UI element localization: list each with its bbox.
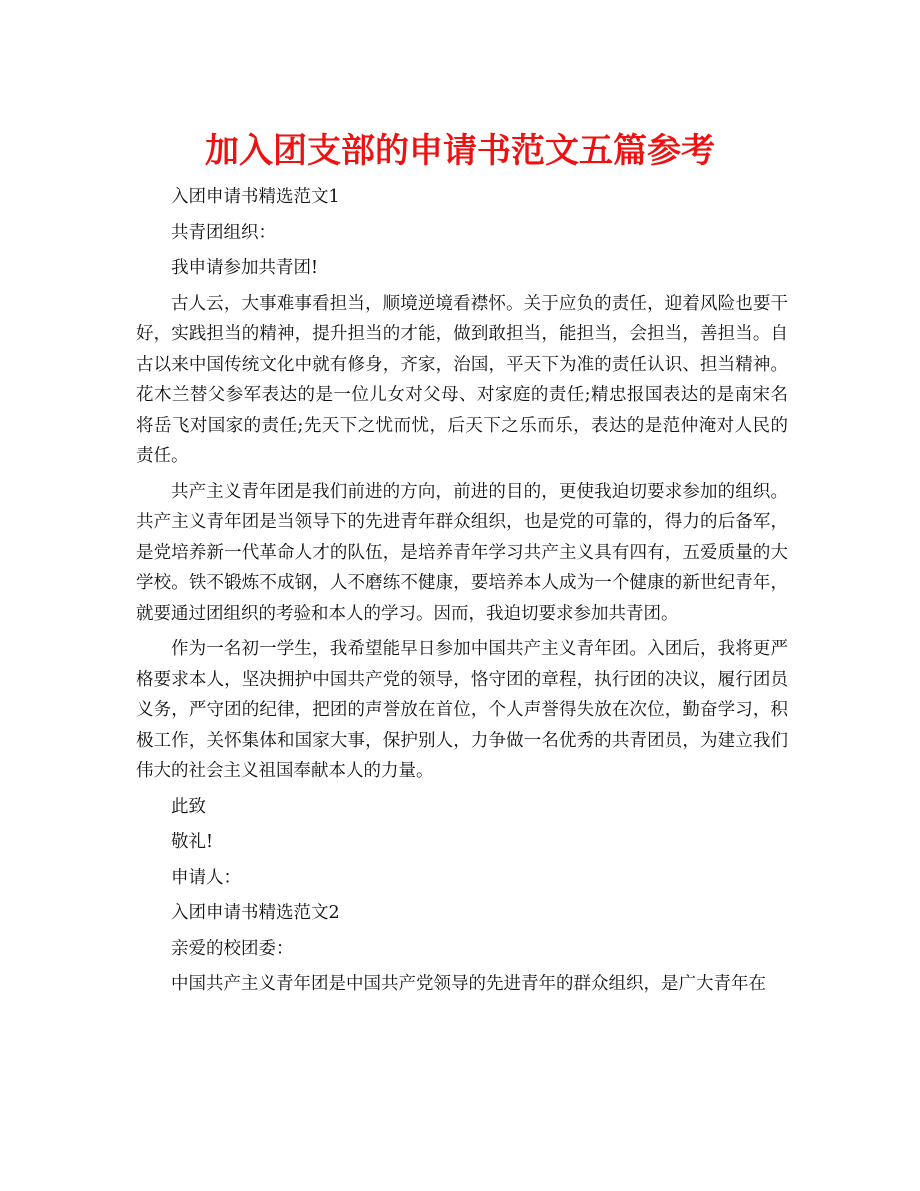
heading-sample-1: 入团申请书精选范文1 — [171, 187, 340, 207]
body-paragraph: 古人云，大事难事看担当，顺境逆境看襟怀。关于应负的责任，迎着风险也要干好，实践担当的精神，提升担当的才能，做到敢担当，能担当，会担当，善担当。自古以来中国传统文化中就有修身，齐家，治国，平天下为准的责任认识、担当精神。花木兰替父参军表达的是一位儿女对父母、对家庭的责任;精忠报国表达的是南宋名将岳飞对国家的责任;先天下之忧而忧，后天下之乐而乐，表达的是范仲淹对人民的责任。 — [136, 293, 788, 466]
body-paragraph: 作为一名初一学生，我希望能早日参加中国共产主义青年团。入团后，我将更严格要求本人，坚决拥护中国共产党的领导，恪守团的章程，执行团的决议，履行团员义务，严守团的纪律，把团的声誉放在首位，个人声誉得失放在次位，勤奋学习，积极工作，关怀集体和国家大事，保护别人，力争做一名优秀的共青团员，为建立我们伟大的社会主义祖国奉献本人的力量。 — [136, 639, 788, 781]
closing-line: 此致 — [171, 796, 206, 817]
body-paragraph: 共产主义青年团是我们前进的方向，前进的目的，更使我迫切要求参加的组织。共产主义青年团是当领导下的先进青年群众组织，也是党的可靠的，得力的后备军，是党培养新一代革命人才的队伍，是培养青年学习共产主义具有四有，五爱质量的大学校。铁不锻炼不成钢，人不磨练不健康，要培养本人成为一个健康的新世纪青年，就要通过团组织的考验和本人的学习。因而，我迫切要求参加共青团。 — [136, 481, 788, 624]
heading-sample-2: 入团申请书精选范文2 — [171, 903, 340, 923]
application-statement: 我申请参加共青团! — [171, 258, 319, 278]
salutation: 共青团组织： — [171, 222, 276, 243]
salutation: 亲爱的校团委： — [171, 938, 294, 959]
closing-salute: 敬礼! — [171, 832, 214, 852]
document-title: 加入团支部的申请书范文五篇参考 — [205, 131, 715, 171]
applicant-label: 申请人： — [171, 867, 241, 888]
body-paragraph: 中国共产主义青年团是中国共产党领导的先进青年的群众组织，是广大青年在 — [171, 974, 766, 994]
document-body — [136, 182, 788, 1005]
